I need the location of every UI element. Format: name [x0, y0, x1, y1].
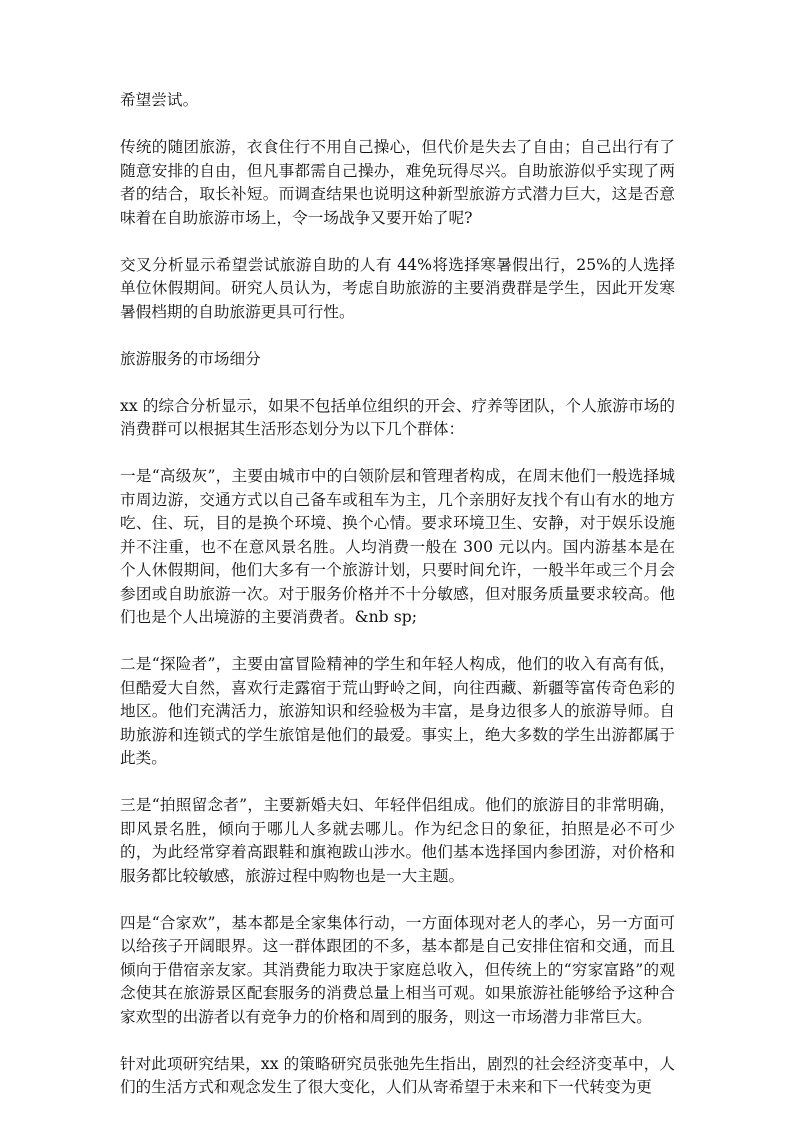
paragraph-segmentation-intro: xx 的综合分析显示，如果不包括单位组织的开会、疗养等团队，个人旅游市场的消费群可以根据其生活形态划分为以下几个群体：: [120, 396, 675, 438]
paragraph-segment-high-grey: 一是“高级灰”，主要由城市中的白领阶层和管理者构成，在周末他们一般选择城市周边游，交通方式以自己备车或租车为主，几个亲朋好友找个有山有水的地方吃、住、玩，目的是换个环境、换个心情。要求环境卫生、安静，对于娱乐设施并不注重，也不在意风景名胜。人均消费一般在 300 元以内。国内游基本是在个人休假期间，他们大多有一个旅游计划，只要时间允许，一般半年或三个月会参团或自助旅游一次。对于服务价格并不十分敏感，但对服务质量要求较高。他们也是个人出境游的主要消费者。&nb sp;: [120, 467, 675, 626]
document-page: [120, 89, 675, 1123]
section-heading-market-segmentation: 旅游服务的市场细分: [120, 349, 261, 368]
paragraph-group-vs-self-travel: 传统的随团旅游，衣食住行不用自己操心，但代价是失去了自由；自己出行有了随意安排的自由，但凡事都需自己操办，难免玩得尽兴。自助旅游似乎实现了两者的结合，取长补短。而调查结果也说明这种新型旅游方式潜力巨大，这是否意味着在自助旅游市场上，令一场战争又要开始了呢?: [120, 138, 675, 227]
paragraph-research-conclusion: 针对此项研究结果，xx 的策略研究员张弛先生指出，剧烈的社会经济变革中，人们的生活方式和观念发生了很大变化，人们从寄希望于未来和下一代转变为更: [120, 1054, 675, 1096]
paragraph-intro-fragment: 希望尝试。: [120, 91, 199, 109]
paragraph-segment-explorers: 二是“探险者”，主要由富冒险精神的学生和年轻人构成，他们的收入有高有低，但酷爱大自然，喜欢行走露宿于荒山野岭之间，向往西藏、新疆等富传奇色彩的地区。他们充满活力，旅游知识和经验极为丰富，是身边很多人的旅游导师。自助旅游和连锁式的学生旅馆是他们的最爱。事实上，绝大多数的学生出游都属于此类。: [120, 655, 675, 767]
paragraph-segment-photo-takers: 三是“拍照留念者”，主要新婚夫妇、年轻伴侣组成。他们的旅游目的非常明确，即风景名胜，倾向于哪儿人多就去哪儿。作为纪念日的象征，拍照是必不可少的，为此经常穿着高跟鞋和旗袍跋山涉水。他们基本选择国内参团游，对价格和服务都比较敏感，旅游过程中购物也是一大主题。: [120, 796, 675, 885]
paragraph-cross-analysis: 交叉分析显示希望尝试旅游自助的人有 44%将选择寒暑假出行，25%的人选择单位休假期间。研究人员认为，考虑自助旅游的主要消费群是学生，因此开发寒暑假档期的自助旅游更具可行性。: [120, 255, 675, 321]
paragraph-segment-family: 四是“合家欢”，基本都是全家集体行动，一方面体现对老人的孝心，另一方面可以给孩子开阔眼界。这一群体跟团的不多，基本都是自己安排住宿和交通，而且倾向于借宿亲友家。其消费能力取决于家庭总收入，但传统上的“穷家富路”的观念使其在旅游景区配套服务的消费总量上相当可观。如果旅游社能够给予这种合家欢型的出游者以有竞争力的价格和周到的服务，则这一市场潜力非常巨大。: [120, 913, 675, 1026]
